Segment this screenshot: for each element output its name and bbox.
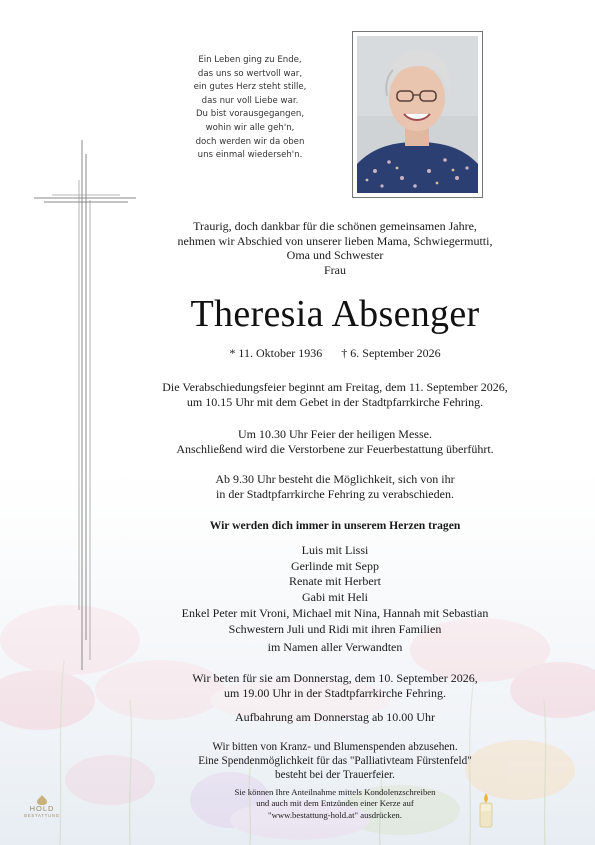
prayer-info [110,671,560,702]
condolence-line: Sie können Ihre Anteilnahme mittels Kondolenzschreiben [234,787,436,797]
intro-text [110,219,560,277]
intro-line: Traurig, doch dankbar für die schönen gemeinsamen Jahre, [193,219,477,233]
mass-line: Anschließend wird die Verstorbene zur Feuerbestattung überführt. [176,442,494,457]
farewell-info [110,472,560,503]
death-date: † 6. September 2026 [341,346,441,360]
family-line: Gabi mit Heli [302,590,368,605]
condolence-line: "www.bestattung-hold.at" ausdrücken. [268,809,402,820]
mass-info [110,427,560,458]
viewing-info: Aufbahrung am Donnerstag ab 10.00 Uhr [235,710,435,724]
logo-brand: HOLD [29,804,55,813]
family-line: Gerlinde mit Sepp [291,558,379,573]
relatives-note: im Namen aller Verwandten [267,640,403,654]
prayer-line: Wir beten für sie am Donnerstag, dem 10. September 2026, [192,671,478,685]
poem-line: Ein Leben ging zu Ende, [198,55,302,65]
ceremony-line: um 10.15 Uhr mit dem Gebet in der Stadtpfarrkirche Fehring. [186,395,484,410]
ceremony-info [110,380,560,411]
donation-info [110,740,560,783]
donation-line: Wir bitten von Kranz- und Blumenspenden abzusehen. [212,741,458,753]
candle-icon [477,792,495,828]
poem-line: Du bist vorausgegangen, [195,109,305,120]
poem [160,54,340,163]
poem-line: das uns so wertvoll war, [197,68,303,79]
poem-line: wohin wir alle geh'n, [205,122,295,133]
hold-logo [22,795,62,818]
family-line: Luis mit Lissi [301,543,369,557]
donation-line: besteht bei der Trauerfeier. [275,769,395,782]
family-line: Schwestern Juli und Ridi mit ihren Familien [228,621,442,636]
donation-line: Eine Spendenmöglichkeit für das "Palliativteam Fürstenfeld" [198,755,472,768]
intro-line: nehmen wir Abschied von unserer lieben Mama, Schwiegermutti, [177,233,493,248]
family-list [110,543,560,637]
poem-line: ein gutes Herz steht stille, [193,82,307,93]
farewell-line: in der Stadtpfarrkirche Fehring zu verabschieden. [216,487,454,502]
poem-line: doch werden wir da oben [195,136,305,147]
birth-date: * 11. Oktober 1936 [229,346,323,360]
intro-line: Oma und Schwester [286,248,384,263]
poem-line: das nur voll Liebe war. [201,95,299,106]
prayer-line: um 19.00 Uhr in der Stadtpfarrkirche Fehring. [224,686,446,701]
family-line: Enkel Peter mit Vroni, Michael mit Nina, Hannah mit Sebastian [181,605,489,620]
mass-line: Um 10.30 Uhr Feier der heiligen Messe. [238,427,432,441]
life-dates [110,346,560,360]
deceased-name: Theresia Absenger [190,293,480,335]
motto: Wir werden dich immer in unserem Herzen tragen [209,519,461,532]
ceremony-line: Die Verabschiedungsfeier beginnt am Freitag, dem 11. September 2026, [162,380,508,394]
portrait-image [357,36,478,193]
condolence-line: und auch mit dem Entzünden einer Kerze auf [256,798,414,809]
farewell-line: Ab 9.30 Uhr besteht die Möglichkeit, sich von ihr [215,472,455,486]
portrait-photo [352,31,483,198]
poem-line: uns einmal wiederseh'n. [197,150,303,161]
intro-line: Frau [324,262,346,277]
family-line: Renate mit Herbert [289,574,381,589]
logo-sub: BESTATTUNG [24,813,60,818]
